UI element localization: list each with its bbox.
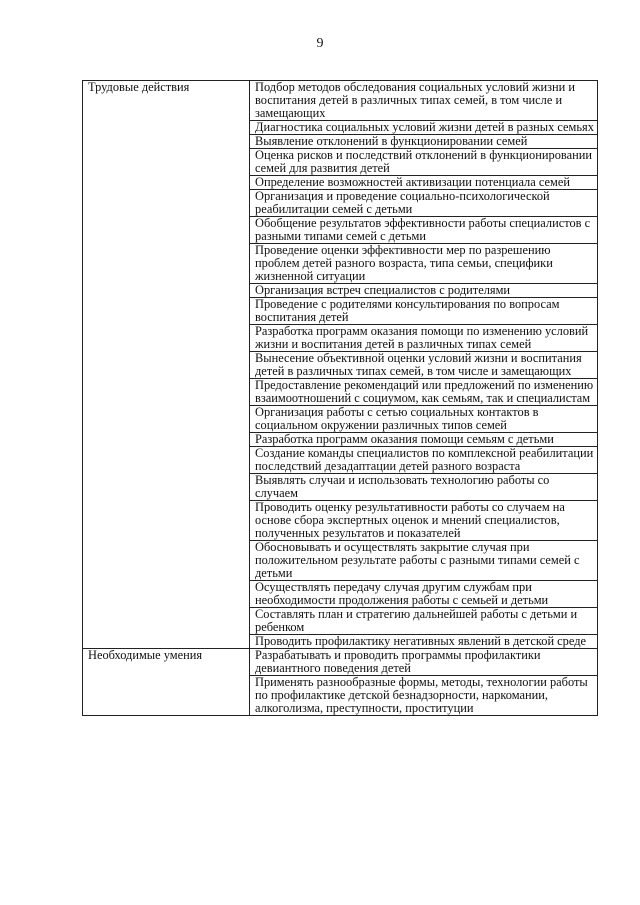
table-row [83, 649, 598, 676]
section-item: Подбор методов обследования социальных условий жизни и воспитания детей в различных типах семей, в том числе и замещающих [250, 81, 598, 121]
section-item: Обосновывать и осуществлять закрытие случая при положительном результате работы с разными типами семей с детьми [250, 541, 598, 581]
section-item: Разрабатывать и проводить программы профилактики девиантного поведения детей [250, 649, 598, 676]
table-row [83, 81, 598, 121]
section-item: Проведение оценки эффективности мер по разрешению проблем детей разного возраста, типа семьи, специфики жизненной ситуации [250, 244, 598, 284]
section-item: Создание команды специалистов по комплексной реабилитации последствий дезадаптации детей разного возраста [250, 447, 598, 474]
competency-table [82, 80, 598, 716]
section-item: Определение возможностей активизации потенциала семей [250, 176, 598, 190]
section-item: Проводить профилактику негативных явлений в детской среде [250, 635, 598, 649]
section-item: Проводить оценку результативности работы со случаем на основе сбора экспертных оценок и мнений специалистов, полученных результатов и показателей [250, 501, 598, 541]
section-item: Предоставление рекомендаций или предложений по изменению взаимоотношений с социумом, как семьям, так и специалистам [250, 379, 598, 406]
section-item: Диагностика социальных условий жизни детей в разных семьях [250, 121, 598, 135]
section-item: Проведение с родителями консультирования по вопросам воспитания детей [250, 298, 598, 325]
section-item: Выявление отклонений в функционировании семей [250, 135, 598, 149]
section-label: Необходимые умения [83, 649, 250, 716]
section-item: Выявлять случаи и использовать технологию работы со случаем [250, 474, 598, 501]
section-item: Организация работы с сетью социальных контактов в социальном окружении различных типов семей [250, 406, 598, 433]
section-item: Обобщение результатов эффективности работы специалистов с разными типами семей с детьми [250, 217, 598, 244]
section-item: Организация и проведение социально-психологической реабилитации семей с детьми [250, 190, 598, 217]
section-item: Составлять план и стратегию дальнейшей работы с детьми и ребенком [250, 608, 598, 635]
section-item: Осуществлять передачу случая другим службам при необходимости продолжения работы с семьей и детьми [250, 581, 598, 608]
section-item: Организация встреч специалистов с родителями [250, 284, 598, 298]
section-item: Применять разнообразные формы, методы, технологии работы по профилактике детской безнадзорности, наркомании, алкоголизма, преступности, проституции [250, 676, 598, 716]
section-item: Вынесение объективной оценки условий жизни и воспитания детей в различных типах семей, в том числе и замещающих [250, 352, 598, 379]
page-number: 9 [316, 36, 324, 51]
section-item: Разработка программ оказания помощи семьям с детьми [250, 433, 598, 447]
section-item: Разработка программ оказания помощи по изменению условий жизни и воспитания детей в различных типах семей [250, 325, 598, 352]
section-label: Трудовые действия [83, 81, 250, 649]
section-item: Оценка рисков и последствий отклонений в функционировании семей для развития детей [250, 149, 598, 176]
